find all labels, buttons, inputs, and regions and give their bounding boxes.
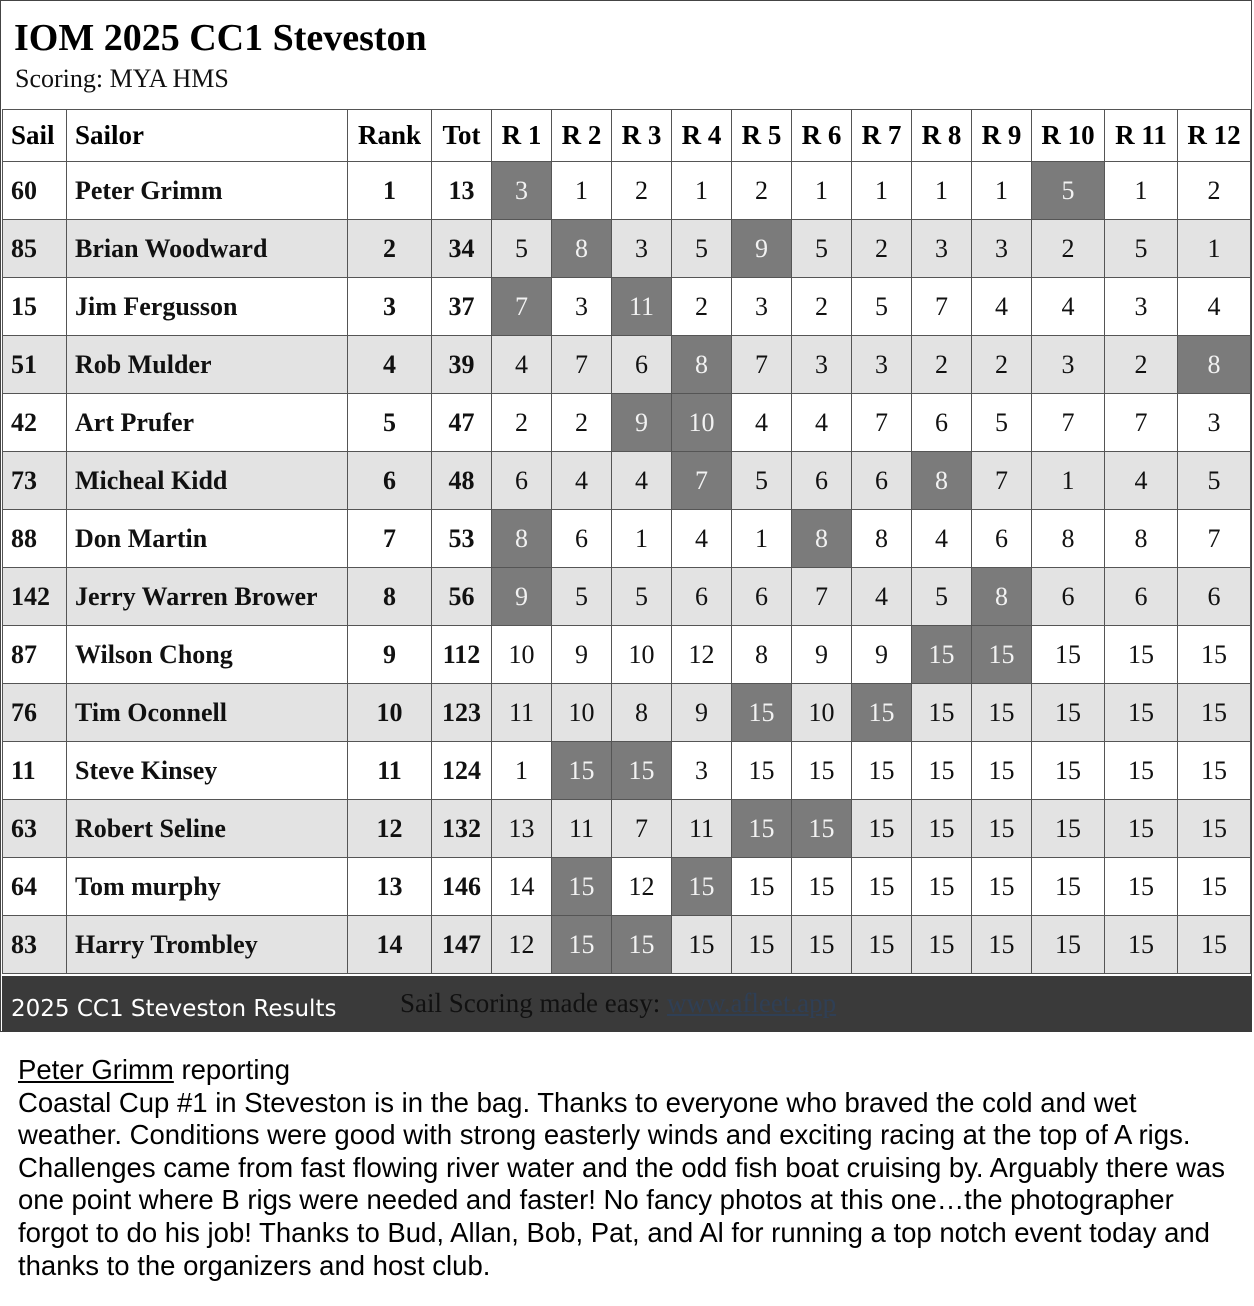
race-score: 15 — [1032, 858, 1105, 916]
rank-cell: 14 — [348, 916, 432, 974]
race-score: 5 — [672, 220, 732, 278]
race-score: 4 — [1178, 278, 1251, 336]
sailor-name: Jerry Warren Brower — [67, 568, 348, 626]
sailor-name: Don Martin — [67, 510, 348, 568]
race-score: 7 — [552, 336, 612, 394]
race-score: 15 — [1105, 742, 1178, 800]
race-score: 15 — [972, 684, 1032, 742]
race-score: 6 — [732, 568, 792, 626]
race-score: 1 — [972, 162, 1032, 220]
total-cell: 147 — [432, 916, 492, 974]
race-score: 4 — [792, 394, 852, 452]
race-score-discarded: 15 — [912, 626, 972, 684]
race-score: 6 — [552, 510, 612, 568]
race-score: 15 — [1105, 800, 1178, 858]
scoring-system: Scoring: MYA HMS — [15, 64, 229, 93]
column-header: R 7 — [852, 110, 912, 162]
race-score: 15 — [1178, 800, 1251, 858]
sailor-name: Jim Fergusson — [67, 278, 348, 336]
race-score-discarded: 10 — [672, 394, 732, 452]
race-score: 7 — [852, 394, 912, 452]
race-score: 8 — [1032, 510, 1105, 568]
race-score: 12 — [492, 916, 552, 974]
race-report — [18, 1054, 1243, 1282]
race-score: 3 — [972, 220, 1032, 278]
column-header: R 9 — [972, 110, 1032, 162]
race-score: 15 — [972, 858, 1032, 916]
rank-cell: 10 — [348, 684, 432, 742]
race-score: 7 — [1105, 394, 1178, 452]
sailor-name: Peter Grimm — [67, 162, 348, 220]
race-score: 15 — [732, 858, 792, 916]
race-score: 15 — [1105, 858, 1178, 916]
race-score: 9 — [552, 626, 612, 684]
rank-cell: 11 — [348, 742, 432, 800]
sailor-name: Art Prufer — [67, 394, 348, 452]
race-score-discarded: 15 — [792, 800, 852, 858]
total-cell: 34 — [432, 220, 492, 278]
column-header: R 11 — [1105, 110, 1178, 162]
table-row — [3, 336, 1251, 394]
race-score: 4 — [672, 510, 732, 568]
race-score: 8 — [852, 510, 912, 568]
table-row — [3, 162, 1251, 220]
race-score-discarded: 9 — [492, 568, 552, 626]
race-score: 5 — [1178, 452, 1251, 510]
race-score: 1 — [552, 162, 612, 220]
race-score: 5 — [972, 394, 1032, 452]
race-score: 10 — [612, 626, 672, 684]
race-score: 3 — [852, 336, 912, 394]
sail-number: 76 — [3, 684, 67, 742]
race-score: 3 — [612, 220, 672, 278]
total-cell: 146 — [432, 858, 492, 916]
race-score: 7 — [612, 800, 672, 858]
sail-number: 88 — [3, 510, 67, 568]
race-score: 7 — [912, 278, 972, 336]
rank-cell: 2 — [348, 220, 432, 278]
race-score: 15 — [852, 916, 912, 974]
race-score: 4 — [1105, 452, 1178, 510]
rank-cell: 3 — [348, 278, 432, 336]
total-cell: 132 — [432, 800, 492, 858]
race-score: 7 — [1178, 510, 1251, 568]
sail-number: 85 — [3, 220, 67, 278]
total-cell: 37 — [432, 278, 492, 336]
column-header: Sail — [3, 110, 67, 162]
race-score: 15 — [1032, 684, 1105, 742]
race-score: 1 — [792, 162, 852, 220]
race-score: 2 — [1105, 336, 1178, 394]
race-score: 15 — [732, 742, 792, 800]
race-score: 5 — [552, 568, 612, 626]
column-header: R 5 — [732, 110, 792, 162]
race-score: 4 — [492, 336, 552, 394]
sailor-name: Brian Woodward — [67, 220, 348, 278]
table-header-row — [3, 110, 1251, 162]
race-score: 3 — [912, 220, 972, 278]
race-score: 15 — [1178, 626, 1251, 684]
afleet-link[interactable]: www.afleet.app — [666, 988, 837, 1018]
race-score-discarded: 8 — [492, 510, 552, 568]
race-score: 2 — [492, 394, 552, 452]
race-score: 15 — [972, 916, 1032, 974]
race-score-discarded: 7 — [672, 452, 732, 510]
race-score: 1 — [612, 510, 672, 568]
race-score: 3 — [1178, 394, 1251, 452]
race-score-discarded: 8 — [672, 336, 732, 394]
sail-number: 63 — [3, 800, 67, 858]
race-score-discarded: 8 — [792, 510, 852, 568]
race-score: 11 — [672, 800, 732, 858]
sailor-name: Tim Oconnell — [67, 684, 348, 742]
race-score: 15 — [852, 742, 912, 800]
footer-label: 2025 CC1 Steveston Results — [11, 996, 337, 1022]
table-row — [3, 510, 1251, 568]
column-header: R 1 — [492, 110, 552, 162]
race-score: 15 — [1032, 742, 1105, 800]
sail-number: 73 — [3, 452, 67, 510]
race-score: 7 — [792, 568, 852, 626]
race-score-discarded: 3 — [492, 162, 552, 220]
race-score-discarded: 15 — [732, 800, 792, 858]
rank-cell: 8 — [348, 568, 432, 626]
race-score-discarded: 15 — [552, 916, 612, 974]
race-score: 9 — [792, 626, 852, 684]
race-score: 6 — [1032, 568, 1105, 626]
race-score-discarded: 15 — [732, 684, 792, 742]
race-score: 5 — [612, 568, 672, 626]
footer-promo — [400, 988, 836, 1019]
race-score: 15 — [912, 858, 972, 916]
column-header: Sailor — [67, 110, 348, 162]
sailor-name: Steve Kinsey — [67, 742, 348, 800]
race-score: 15 — [1105, 684, 1178, 742]
column-header: R 3 — [612, 110, 672, 162]
race-score: 5 — [852, 278, 912, 336]
sailor-name: Robert Seline — [67, 800, 348, 858]
race-score-discarded: 8 — [972, 568, 1032, 626]
column-header: Tot — [432, 110, 492, 162]
race-score: 15 — [792, 916, 852, 974]
race-score: 3 — [792, 336, 852, 394]
race-score-discarded: 11 — [612, 278, 672, 336]
race-score: 1 — [1032, 452, 1105, 510]
race-score: 5 — [1105, 220, 1178, 278]
total-cell: 124 — [432, 742, 492, 800]
page-title: IOM 2025 CC1 Steveston — [14, 17, 427, 59]
title-block — [1, 1, 1251, 109]
reporter-link[interactable]: Peter Grimm — [18, 1054, 174, 1085]
race-score-discarded: 15 — [552, 858, 612, 916]
race-score: 9 — [852, 626, 912, 684]
race-score: 15 — [792, 742, 852, 800]
race-score: 3 — [552, 278, 612, 336]
race-score: 3 — [1105, 278, 1178, 336]
race-score: 4 — [912, 510, 972, 568]
sailor-name: Harry Trombley — [67, 916, 348, 974]
table-row — [3, 800, 1251, 858]
race-score: 3 — [732, 278, 792, 336]
race-score: 6 — [672, 568, 732, 626]
results-table — [2, 109, 1251, 974]
race-score: 15 — [1178, 684, 1251, 742]
race-score: 1 — [912, 162, 972, 220]
race-score: 12 — [672, 626, 732, 684]
rank-cell: 13 — [348, 858, 432, 916]
race-score: 15 — [912, 916, 972, 974]
race-score: 8 — [612, 684, 672, 742]
race-score: 2 — [672, 278, 732, 336]
race-score: 4 — [852, 568, 912, 626]
race-score-discarded: 8 — [552, 220, 612, 278]
rank-cell: 12 — [348, 800, 432, 858]
column-header: R 6 — [792, 110, 852, 162]
total-cell: 48 — [432, 452, 492, 510]
race-score: 6 — [792, 452, 852, 510]
race-score: 15 — [852, 858, 912, 916]
race-score-discarded: 15 — [852, 684, 912, 742]
race-score: 3 — [1032, 336, 1105, 394]
race-score: 15 — [972, 800, 1032, 858]
footer-bar — [2, 976, 1252, 1032]
race-score: 7 — [1032, 394, 1105, 452]
race-score: 14 — [492, 858, 552, 916]
race-score: 15 — [1032, 800, 1105, 858]
sailor-name: Micheal Kidd — [67, 452, 348, 510]
race-score: 12 — [612, 858, 672, 916]
sail-number: 15 — [3, 278, 67, 336]
table-row — [3, 684, 1251, 742]
race-score: 3 — [672, 742, 732, 800]
race-score-discarded: 9 — [732, 220, 792, 278]
sail-number: 142 — [3, 568, 67, 626]
race-score: 11 — [552, 800, 612, 858]
race-score: 5 — [792, 220, 852, 278]
race-score: 15 — [1105, 916, 1178, 974]
race-score: 6 — [912, 394, 972, 452]
race-score: 15 — [1178, 916, 1251, 974]
column-header: R 4 — [672, 110, 732, 162]
table-row — [3, 858, 1251, 916]
race-score: 13 — [492, 800, 552, 858]
table-row — [3, 916, 1251, 974]
race-score: 15 — [972, 742, 1032, 800]
race-score: 7 — [732, 336, 792, 394]
race-score: 15 — [792, 858, 852, 916]
race-score: 6 — [492, 452, 552, 510]
race-score: 4 — [612, 452, 672, 510]
race-score: 6 — [1105, 568, 1178, 626]
race-score: 1 — [672, 162, 732, 220]
sailor-name: Wilson Chong — [67, 626, 348, 684]
race-score-discarded: 15 — [672, 858, 732, 916]
race-score: 7 — [972, 452, 1032, 510]
race-score: 1 — [852, 162, 912, 220]
race-score-discarded: 5 — [1032, 162, 1105, 220]
race-score: 6 — [1178, 568, 1251, 626]
race-score: 15 — [1032, 626, 1105, 684]
race-score-discarded: 15 — [612, 742, 672, 800]
sailor-name: Tom murphy — [67, 858, 348, 916]
rank-cell: 5 — [348, 394, 432, 452]
total-cell: 13 — [432, 162, 492, 220]
sail-number: 64 — [3, 858, 67, 916]
race-score: 5 — [492, 220, 552, 278]
race-score: 15 — [1178, 858, 1251, 916]
race-score: 11 — [492, 684, 552, 742]
race-score: 15 — [912, 684, 972, 742]
rank-cell: 4 — [348, 336, 432, 394]
total-cell: 53 — [432, 510, 492, 568]
total-cell: 47 — [432, 394, 492, 452]
race-score: 15 — [672, 916, 732, 974]
race-score: 10 — [792, 684, 852, 742]
rank-cell: 1 — [348, 162, 432, 220]
reporting-label: reporting — [173, 1054, 291, 1085]
rank-cell: 6 — [348, 452, 432, 510]
race-score: 6 — [612, 336, 672, 394]
race-score: 10 — [492, 626, 552, 684]
sail-number: 11 — [3, 742, 67, 800]
race-score: 15 — [1178, 742, 1251, 800]
race-score: 4 — [1032, 278, 1105, 336]
race-score-discarded: 9 — [612, 394, 672, 452]
table-row — [3, 278, 1251, 336]
table-row — [3, 452, 1251, 510]
race-score: 4 — [972, 278, 1032, 336]
column-header: Rank — [348, 110, 432, 162]
race-score: 15 — [1032, 916, 1105, 974]
race-score: 10 — [552, 684, 612, 742]
report-body: Coastal Cup #1 in Steveston is in the bag. Thanks to everyone who braved the cold and wet weather. Conditions were good with strong easterly winds and exciting racing at the top of A rigs. Challenges came from fast flowing river water and the odd fish boat cruising by. Arguably there was one point where B rigs were needed and faster! No fancy photos at this one…the photographer forgot to do his job! Thanks to Bud, Allan, Bob, Pat, and Al for running a top notch event today and thanks to the organizers and host club. — [18, 1086, 1226, 1281]
race-score-discarded: 8 — [1178, 336, 1251, 394]
race-score-discarded: 15 — [612, 916, 672, 974]
race-score: 2 — [732, 162, 792, 220]
race-score: 5 — [912, 568, 972, 626]
race-score: 15 — [1105, 626, 1178, 684]
race-score: 2 — [1032, 220, 1105, 278]
table-row — [3, 626, 1251, 684]
table-row — [3, 220, 1251, 278]
column-header: R 8 — [912, 110, 972, 162]
sail-number: 51 — [3, 336, 67, 394]
column-header: R 2 — [552, 110, 612, 162]
table-row — [3, 394, 1251, 452]
race-score: 1 — [1178, 220, 1251, 278]
sail-number: 83 — [3, 916, 67, 974]
total-cell: 123 — [432, 684, 492, 742]
race-score: 8 — [1105, 510, 1178, 568]
race-score: 2 — [1178, 162, 1251, 220]
race-score: 2 — [792, 278, 852, 336]
column-header: R 10 — [1032, 110, 1105, 162]
race-score: 15 — [912, 742, 972, 800]
race-score-discarded: 15 — [972, 626, 1032, 684]
table-row — [3, 568, 1251, 626]
race-score: 6 — [972, 510, 1032, 568]
race-score: 2 — [612, 162, 672, 220]
sail-number: 42 — [3, 394, 67, 452]
table-row — [3, 742, 1251, 800]
race-score: 1 — [732, 510, 792, 568]
total-cell: 39 — [432, 336, 492, 394]
race-score: 2 — [972, 336, 1032, 394]
race-score: 9 — [672, 684, 732, 742]
race-score: 6 — [852, 452, 912, 510]
race-score-discarded: 8 — [912, 452, 972, 510]
race-score: 15 — [732, 916, 792, 974]
race-score-discarded: 7 — [492, 278, 552, 336]
promo-text: Sail Scoring made easy: — [400, 988, 667, 1018]
race-score: 5 — [732, 452, 792, 510]
race-score: 1 — [1105, 162, 1178, 220]
total-cell: 56 — [432, 568, 492, 626]
rank-cell: 9 — [348, 626, 432, 684]
race-score: 4 — [552, 452, 612, 510]
race-score: 2 — [552, 394, 612, 452]
sail-number: 87 — [3, 626, 67, 684]
sailor-name: Rob Mulder — [67, 336, 348, 394]
race-score-discarded: 15 — [552, 742, 612, 800]
race-score: 15 — [912, 800, 972, 858]
column-header: R 12 — [1178, 110, 1251, 162]
race-score: 2 — [912, 336, 972, 394]
rank-cell: 7 — [348, 510, 432, 568]
race-score: 8 — [732, 626, 792, 684]
total-cell: 112 — [432, 626, 492, 684]
report-byline — [18, 1054, 1243, 1087]
sail-number: 60 — [3, 162, 67, 220]
race-score: 15 — [852, 800, 912, 858]
race-score: 4 — [732, 394, 792, 452]
race-score: 2 — [852, 220, 912, 278]
race-score: 1 — [492, 742, 552, 800]
